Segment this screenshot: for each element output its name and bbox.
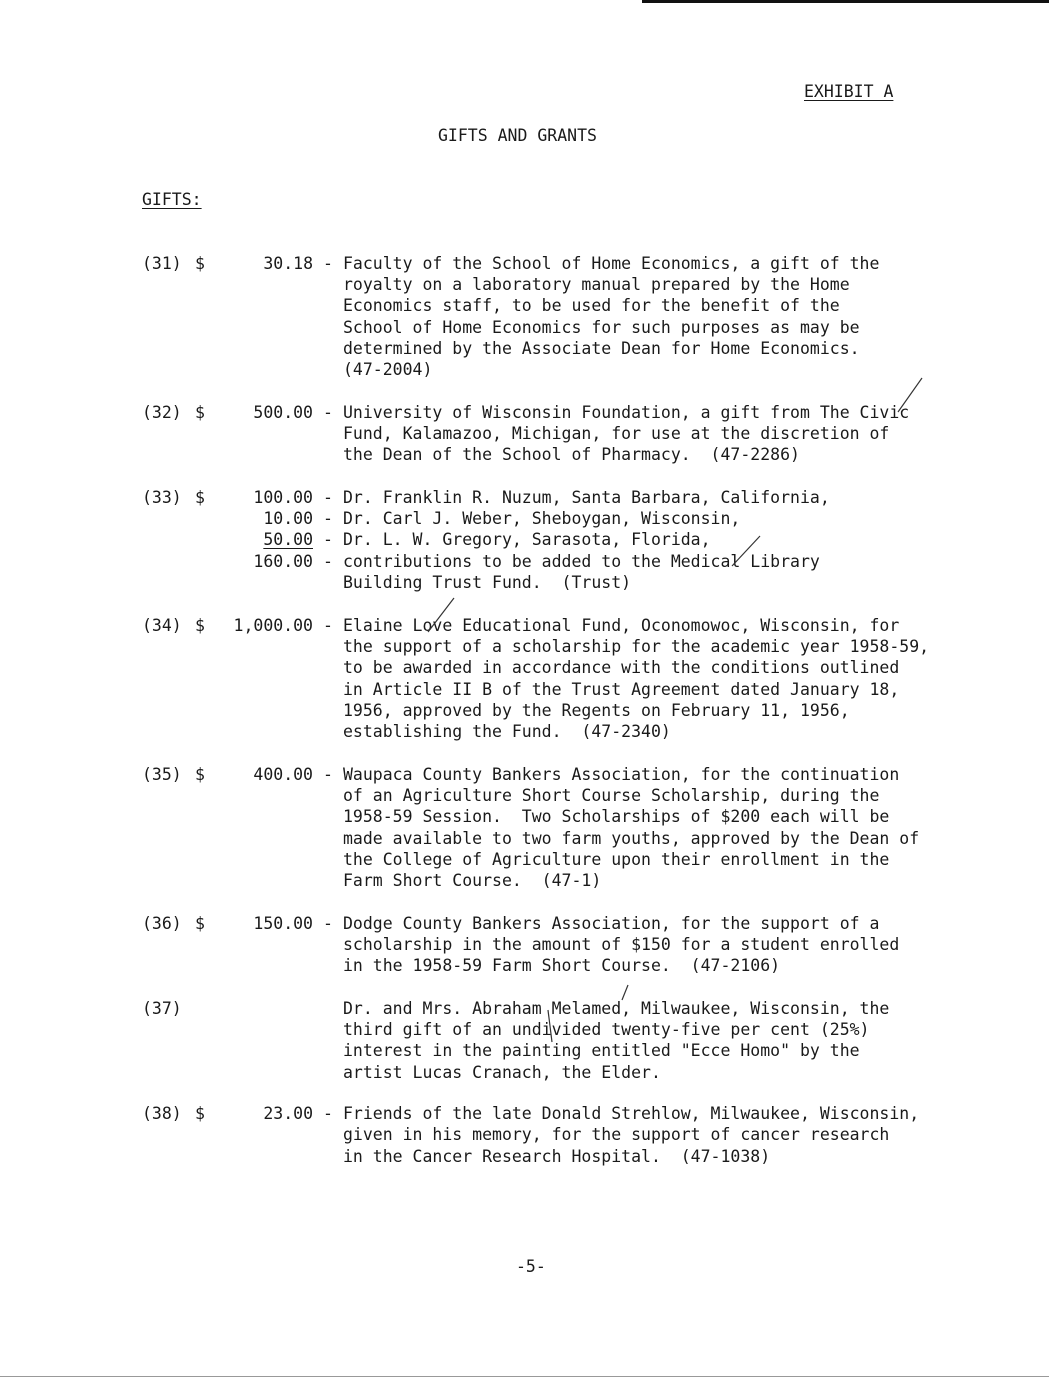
entry-line: royalty on a laboratory manual prepared by the Home (343, 275, 850, 294)
entry-line: made available to two farm youths, approved by the Dean of (343, 829, 920, 848)
entry-line: Dr. Carl J. Weber, Sheboygan, Wisconsin, (343, 509, 741, 528)
amount-dash: - (323, 1104, 333, 1123)
entry-number: (34) (142, 616, 182, 635)
entry-line: determined by the Associate Dean for Home Economics. (343, 339, 860, 358)
entry-line: third gift of an undivided twenty-five per cent (25%) (343, 1020, 870, 1039)
amount-dash: - (323, 509, 333, 528)
currency-sign: $ (195, 914, 205, 933)
entry-number: (36) (142, 914, 182, 933)
entry-line: Fund, Kalamazoo, Michigan, for use at the discretion of (343, 424, 890, 443)
amount: 400.00 (253, 765, 313, 784)
currency-sign: $ (195, 616, 205, 635)
entry-line: (47-2004) (343, 360, 433, 379)
amount-dash: - (323, 914, 333, 933)
entry-line: given in his memory, for the support of cancer research (343, 1125, 890, 1144)
entry-line: the Dean of the School of Pharmacy. (47-2286) (343, 445, 800, 464)
entry-line: interest in the painting entitled "Ecce Homo" by the (343, 1041, 860, 1060)
entry-line: Faculty of the School of Home Economics, a gift of the (343, 254, 880, 273)
amount-total: 160.00 (253, 552, 313, 571)
entry-line: 1956, approved by the Regents on February 11, 1956, (343, 701, 850, 720)
entry-line: Dr. L. W. Gregory, Sarasota, Florida, (343, 530, 711, 549)
entry-line: University of Wisconsin Foundation, a gift from The Civic (343, 403, 910, 422)
amount: 10.00 (263, 509, 313, 528)
entry-line: in the 1958-59 Farm Short Course. (47-2106) (343, 956, 781, 975)
entry-line: Economics staff, to be used for the benefit of the (343, 296, 840, 315)
section-label: GIFTS: (142, 190, 202, 209)
entry-line: Dodge County Bankers Association, for the support of a (343, 914, 880, 933)
entry-line: Dr. and Mrs. Abraham Melamed, Milwaukee, Wisconsin, the (343, 999, 890, 1018)
currency-sign: $ (195, 254, 205, 273)
entry-number: (31) (142, 254, 182, 273)
entry-line: Friends of the late Donald Strehlow, Milwaukee, Wisconsin, (343, 1104, 920, 1123)
currency-sign: $ (195, 765, 205, 784)
exhibit-label: EXHIBIT A (804, 82, 894, 101)
bottom-edge-rule (0, 1376, 1049, 1377)
entry-number: (33) (142, 488, 182, 507)
entry-line: contributions to be added to the Medical Library (343, 552, 820, 571)
currency-sign: $ (195, 488, 205, 507)
entry-line: School of Home Economics for such purposes as may be (343, 318, 860, 337)
entry-line: Elaine Love Educational Fund, Oconomowoc, Wisconsin, for (343, 616, 900, 635)
page-title: GIFTS AND GRANTS (438, 126, 597, 145)
amount: 150.00 (253, 914, 313, 933)
entry-line: scholarship in the amount of $150 for a student enrolled (343, 935, 900, 954)
amount: 23.00 (263, 1104, 313, 1123)
entry-line: Dr. Franklin R. Nuzum, Santa Barbara, California, (343, 488, 830, 507)
amount-dash: - (323, 616, 333, 635)
page-number: -5- (516, 1257, 546, 1276)
amount-dash: - (323, 254, 333, 273)
entry-line: in Article II B of the Trust Agreement dated January 18, (343, 680, 900, 699)
amount: 30.18 (263, 254, 313, 273)
top-edge-rule (642, 0, 1049, 3)
entry-number: (35) (142, 765, 182, 784)
entry-number: (32) (142, 403, 182, 422)
entry-line: Building Trust Fund. (Trust) (343, 573, 632, 592)
entry-line: Waupaca County Bankers Association, for the continuation (343, 765, 900, 784)
entry-number: (38) (142, 1104, 182, 1123)
entry-line: Farm Short Course. (47-1) (343, 871, 602, 890)
entry-line: the College of Agriculture upon their enrollment in the (343, 850, 890, 869)
amount-dash: - (323, 552, 333, 571)
entry-line: establishing the Fund. (47-2340) (343, 722, 671, 741)
currency-sign: $ (195, 403, 205, 422)
amount-dash: - (323, 488, 333, 507)
amount-dash: - (323, 530, 333, 549)
amount-dash: - (323, 403, 333, 422)
amount: 1,000.00 (233, 616, 313, 635)
entry-line: artist Lucas Cranach, the Elder. (343, 1063, 661, 1082)
entry-line: the support of a scholarship for the academic year 1958-59, (343, 637, 930, 656)
entry-line: 1958-59 Session. Two Scholarships of $200 each will be (343, 807, 890, 826)
currency-sign: $ (195, 1104, 205, 1123)
amount-dash: - (323, 765, 333, 784)
entry-line: of an Agriculture Short Course Scholarship, during the (343, 786, 880, 805)
entry-line: in the Cancer Research Hospital. (47-1038) (343, 1147, 771, 1166)
amount: 500.00 (253, 403, 313, 422)
amount: 100.00 (253, 488, 313, 507)
entry-line: to be awarded in accordance with the conditions outlined (343, 658, 900, 677)
amount: 50.00 (263, 530, 313, 549)
entry-number: (37) (142, 999, 182, 1018)
